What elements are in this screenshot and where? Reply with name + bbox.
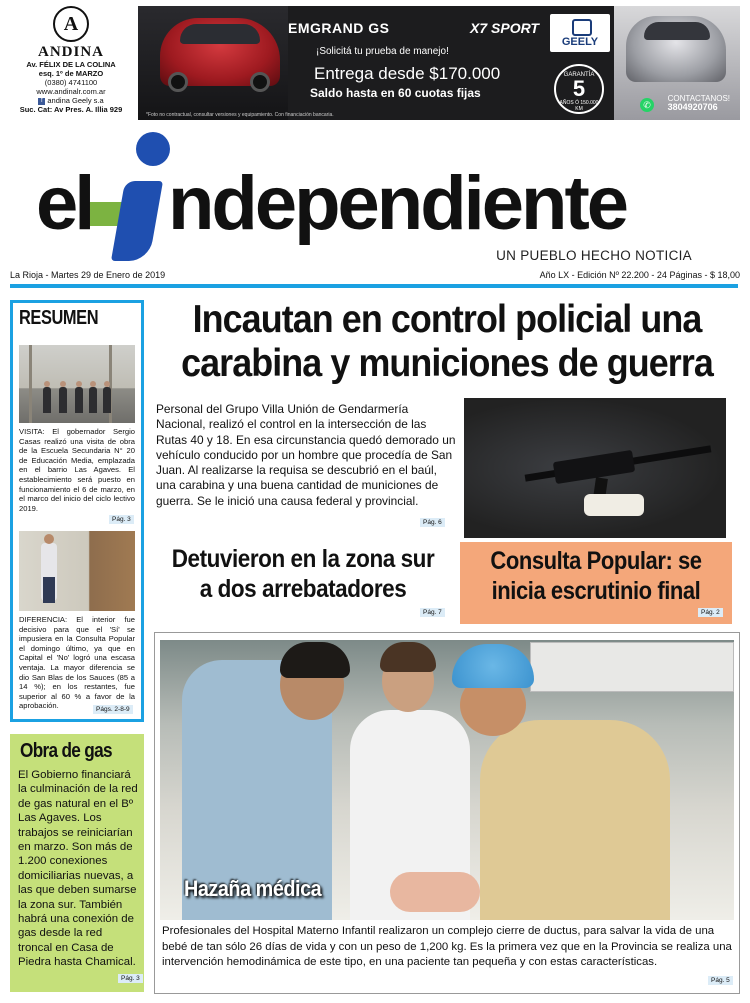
consulta-headline[interactable]: Consulta Popular: se inicia escrutinio final: [490, 547, 702, 605]
main-headline[interactable]: Incautan en control policial una carabina y municiones de guerra: [181, 298, 713, 385]
car-advertisement[interactable]: [138, 6, 740, 120]
hospital-page[interactable]: Pág. 5: [708, 976, 733, 985]
dealer-address-2: esq. 1º de MARZO: [38, 69, 104, 78]
hospital-photo[interactable]: [160, 640, 734, 920]
gas-box: [10, 734, 144, 992]
medical-monitor: [530, 642, 734, 692]
arrebatadores-headline[interactable]: Detuvieron en la zona sur a dos arrebatadores: [171, 545, 435, 603]
dealer-name: ANDINA: [38, 44, 104, 60]
whatsapp-icon: ✆: [640, 98, 654, 112]
consulta-page[interactable]: Pág. 2: [698, 608, 723, 617]
ad-fine-print: *Foto no contractual, consultar versiones y equipamiento. Con financiación bancaria.: [146, 112, 334, 118]
ad-price: Entrega desde $170.000: [314, 64, 501, 83]
consulta-box: [460, 542, 732, 624]
masthead-rule: [10, 284, 738, 288]
dateline-edition: Año LX - Edición Nº 22.200 - 24 Páginas - $ 18,00: [539, 270, 740, 280]
red-car-image: [138, 6, 288, 120]
gas-page[interactable]: Pág. 3: [118, 974, 143, 983]
ad-brand-emgrand: EMGRAND GS: [288, 20, 390, 36]
resumen-item-diferencia: DIFERENCIA: El interior fue decisivo para que el 'Sí' se impusiera en la Consulta Popular el domingo último, ya que en Capital el 'No' logró una escasa ventaja. La mayor diferencia se dio San Blas de los Sauces (85 a 14 %); en los restantes, fue superior al 60 % a favor de la aprobación.: [19, 615, 135, 711]
geely-logo: GEELY: [550, 14, 610, 52]
main-story-page[interactable]: Pág. 6: [420, 518, 445, 527]
resumen-item-visita: VISITA: El gobernador Sergio Casas realizó una visita de obra de la Escuela Secundaria N° 20 de Educación Media, emplazada en el barrio Las Agaves. El establecimiento será puesto en funcionamiento el 6 de marzo, en el marco del inicio del ciclo lectivo 2019.: [19, 427, 135, 513]
resumen-title: RESUMEN: [19, 307, 99, 329]
ad-contact: CONTACTANOS! 3804920706: [667, 94, 730, 112]
hospital-photo-caption: Hazaña médica: [184, 876, 322, 901]
dealer-phone: (0380) 4741100: [44, 78, 98, 87]
main-lead: Personal del Grupo Villa Unión de Gendarmería Nacional, realizó el control en la intersección de las Rutas 40 y 18. En esa circunstancia quedó demorado un vehículo conducido por un hombre que procedía de San Juan. Al realizarse la requisa se descubrió en el baúl, una carabina y una buena cantidad de municiones de guerra. Se le inició una causa federal y provincial.: [156, 402, 456, 508]
dealer-web: www.andinalr.com.ar: [36, 87, 106, 96]
masthead-title: ndependiente: [168, 161, 627, 246]
arrebatadores-page[interactable]: Pág. 7: [420, 608, 445, 617]
ad-brand-x7: X7 SPORT: [470, 20, 539, 36]
warranty-badge: GARANTÍA 5 AÑOS Ó 150.000 KM: [554, 64, 604, 114]
gas-title: Obra de gas: [20, 740, 112, 762]
masthead-tagline: UN PUEBLO HECHO NOTICIA: [496, 248, 692, 263]
dealer-branch: Suc. Cat: Av Pres. A. Illia 929: [19, 105, 123, 114]
dateline-date: La Rioja - Martes 29 de Enero de 2019: [10, 270, 166, 280]
dealer-address-1: Av. FÉLIX DE LA COLINA: [26, 60, 116, 69]
consulta-diferencia-photo[interactable]: [19, 531, 135, 611]
resumen-item-diferencia-page[interactable]: Págs. 2-8-9: [93, 705, 133, 714]
hospital-text: Profesionales del Hospital Materno Infantil realizaron un complejo cierre de ductus, para salvar la vida de una bebé de tan sólo 26 días de vida y con un peso de 1,200 kg. Es la primera vez que en la Provincia se realiza una intervención hemodinámica de este tipo, en una paciente tan pequeña y con estas características.: [162, 925, 732, 968]
masthead-i-icon: [111, 181, 163, 261]
masthead: [36, 126, 716, 264]
ad-test-drive: ¡Solicitá tu prueba de manejo!: [316, 46, 449, 57]
dealer-logo: A: [53, 6, 89, 42]
facebook-icon: f: [38, 98, 45, 105]
masthead-el: el: [36, 161, 92, 246]
surgeon-figure: [480, 720, 670, 920]
dateline: [10, 270, 740, 280]
resumen-box: [10, 300, 144, 722]
resumen-item-visita-page[interactable]: Pág. 3: [109, 515, 134, 524]
surgical-cap: [452, 644, 534, 688]
baby-figure: [390, 872, 480, 912]
dealer-info: [10, 6, 132, 124]
masthead-i-dot: [136, 132, 170, 166]
ad-financing: Saldo hasta en 60 cuotas fijas: [310, 86, 481, 100]
school-visit-photo[interactable]: [19, 345, 135, 423]
carbine-photo[interactable]: [464, 398, 726, 538]
gas-text: El Gobierno financiará la culminación de la red de gas natural en el Bº Las Agaves. Los trabajos se reiniciarían en marzo. Son más de 1.200 conexiones domiciliarias nuevas, a las que deben sumarse la zona sur. También habrá una conexión de gas desde la red troncal en Casa de Piedra hasta Chamical.: [18, 769, 138, 969]
dealer-facebook: f andina Geely s.a: [10, 96, 132, 105]
